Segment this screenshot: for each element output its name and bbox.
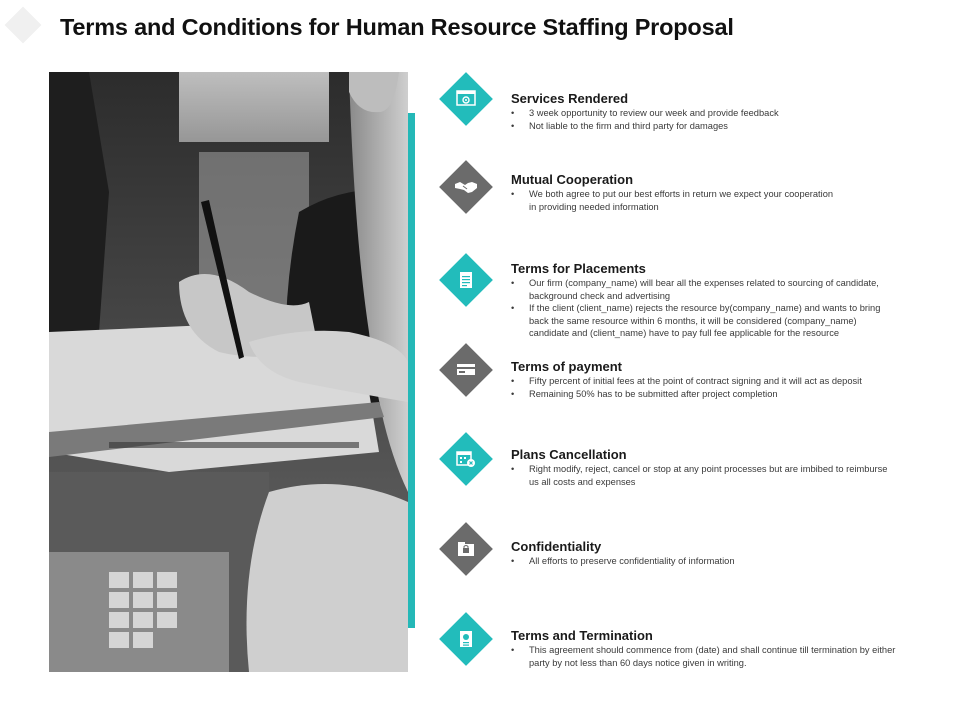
- calendar-cancel-icon: [441, 434, 491, 484]
- section-heading: Terms for Placements: [511, 261, 646, 276]
- section-heading: Plans Cancellation: [511, 447, 627, 462]
- section-bullets: [511, 463, 896, 488]
- section-heading: Confidentiality: [511, 539, 602, 554]
- bullet-item: • Our firm (company_name) will bear all the expenses related to sourcing of candidate, background check and advertising: [511, 277, 886, 302]
- bullet-item: • If the client (client_name) rejects the resource by(company_name) and wants to bring back the same resource within 6 months, it will be considered (company_name) candidate and (client_name) have to pay full fee applicable for the resource: [511, 302, 886, 340]
- section-heading: Terms of payment: [511, 359, 623, 374]
- section-bullets: [511, 107, 931, 132]
- section-bullets: [511, 375, 941, 400]
- corner-decoration: [5, 7, 42, 44]
- bullet-item: • Fifty percent of initial fees at the point of contract signing and it will act as deposit: [511, 375, 941, 388]
- bullet-item: • 3 week opportunity to review our week and provide feedback: [511, 107, 931, 120]
- bullet-item: • We both agree to put our best efforts in return we expect your cooperation in providing needed information: [511, 188, 841, 213]
- section-bullets: [511, 277, 886, 340]
- handshake-icon: [441, 162, 491, 212]
- bullet-item: • Remaining 50% has to be submitted after project completion: [511, 388, 941, 401]
- certificate-icon: [441, 614, 491, 664]
- bullet-item: • This agreement should commence from (date) and shall continue till termination by either party by not less than 60 days notice given in writing.: [511, 644, 896, 669]
- section-heading: Terms and Termination: [511, 628, 653, 643]
- hero-photo: [49, 72, 408, 672]
- section-bullets: [511, 188, 841, 213]
- bullet-item: • All efforts to preserve confidentiality of information: [511, 555, 931, 568]
- section-bullets: [511, 644, 896, 669]
- accent-bar: [408, 113, 415, 628]
- section-heading: Services Rendered: [511, 91, 629, 106]
- document-icon: [441, 255, 491, 305]
- page-title: Terms and Conditions for Human Resource Staffing Proposal: [60, 14, 734, 40]
- bullet-item: • Right modify, reject, cancel or stop at any point processes but are imbibed to reimburse us all costs and expenses: [511, 463, 896, 488]
- bullet-item: • Not liable to the firm and third party for damages: [511, 120, 931, 133]
- gear-screen-icon: [441, 74, 491, 124]
- section-bullets: [511, 555, 931, 568]
- payment-card-icon: [441, 345, 491, 395]
- section-heading: Mutual Cooperation: [511, 172, 634, 187]
- lock-folder-icon: [441, 524, 491, 574]
